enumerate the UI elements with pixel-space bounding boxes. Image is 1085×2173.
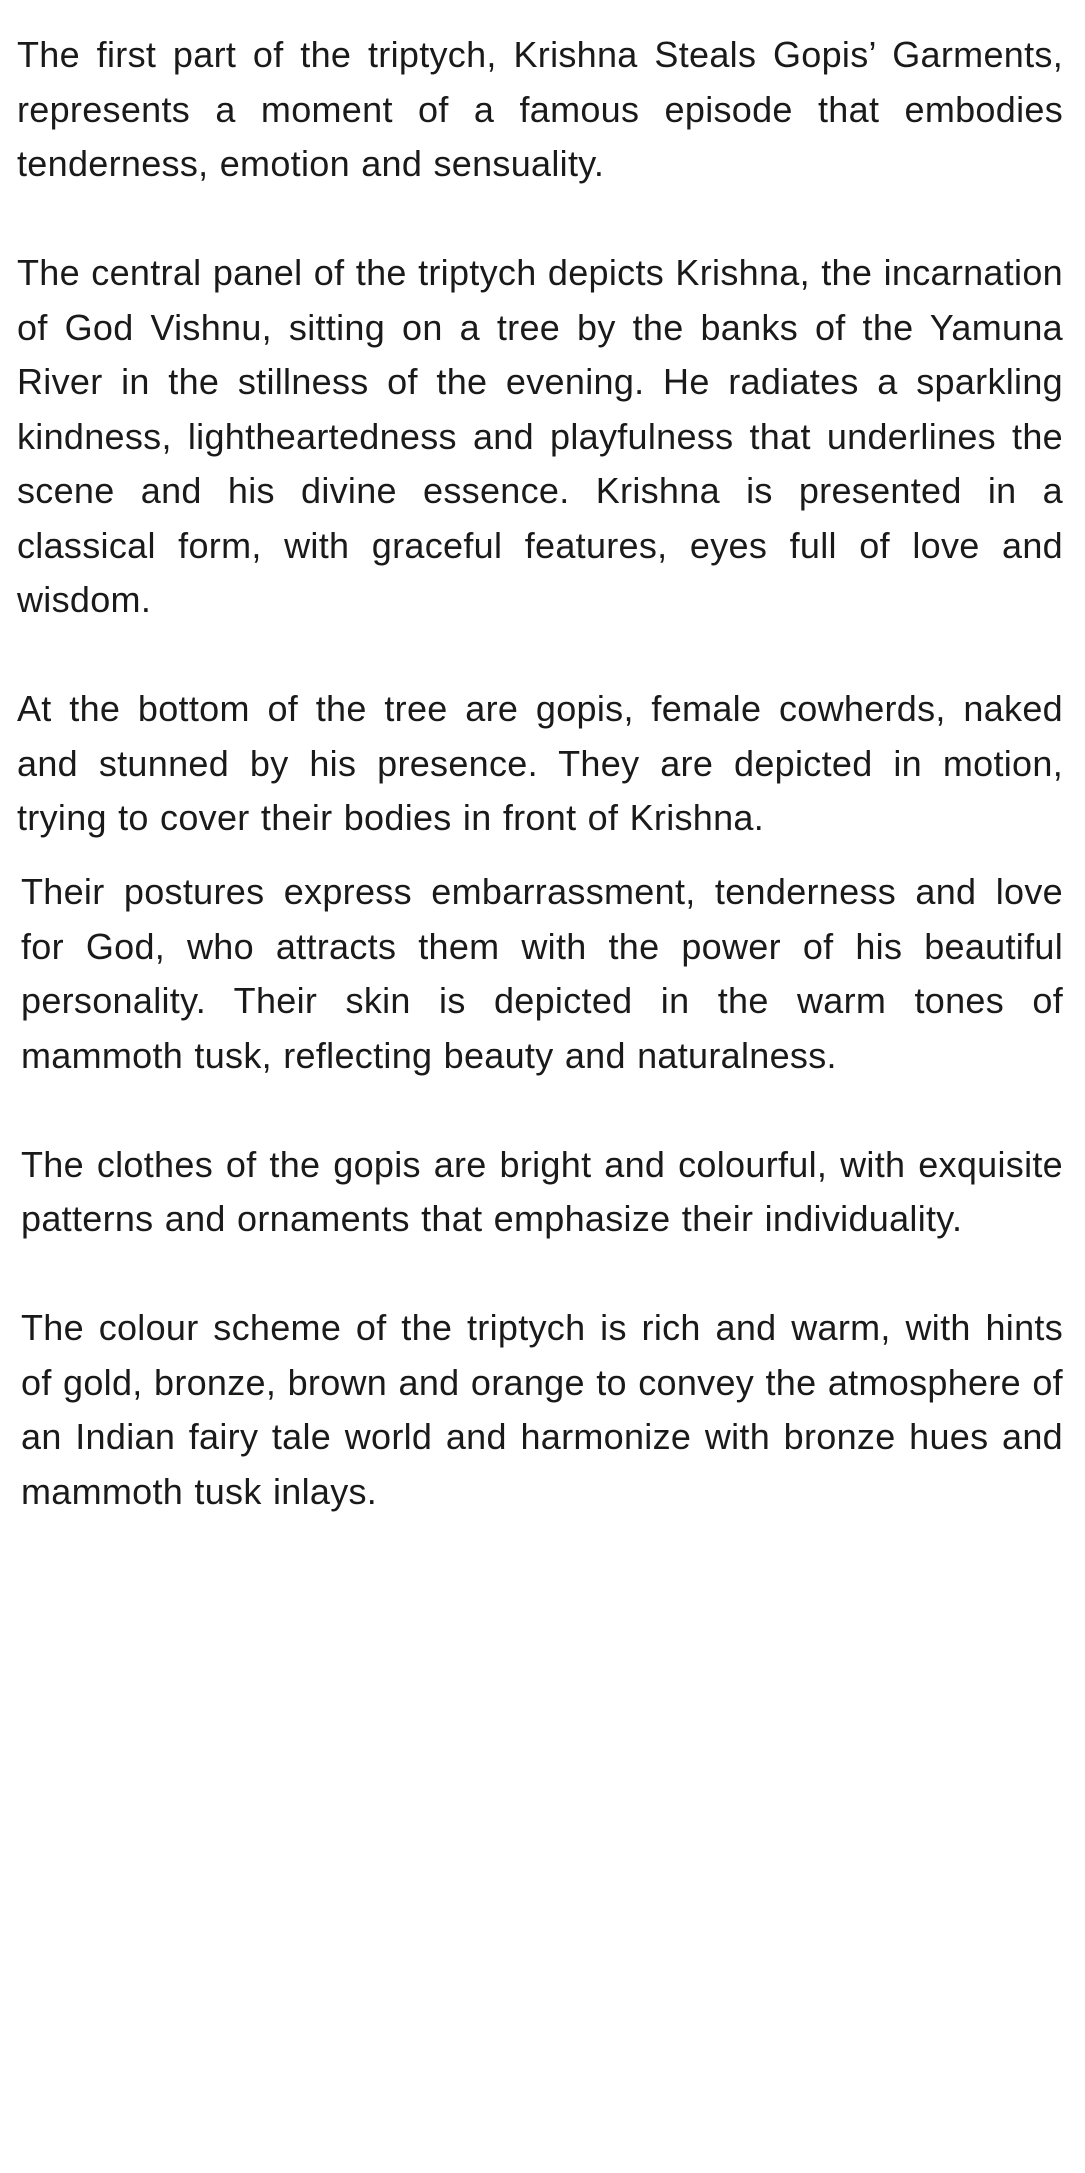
paragraph-intro: The first part of the triptych, Krishna Steals Gopis’ Garments, represents a moment of a famous episode that embodies tenderness, emotion and sensuality. — [17, 34, 1063, 184]
paragraph-postures: Their postures express embarrassment, tenderness and love for God, who attracts them with the power of his beautiful personality. Their skin is depicted in the warm tones of mammoth tusk, reflecting beauty and naturalness. — [21, 871, 1063, 1076]
paragraph-clothes: The clothes of the gopis are bright and colourful, with exquisite patterns and ornaments that emphasize their individuality. — [21, 1143, 1063, 1239]
article-text-block-top — [17, 28, 1063, 846]
paragraph-colour-scheme: The colour scheme of the triptych is rich and warm, with hints of gold, bronze, brown and orange to convey the atmosphere of an Indian fairy tale world and harmonize with bronze hues and mammoth tusk inlays. — [21, 1307, 1063, 1512]
article-text-block-bottom — [21, 865, 1063, 1519]
paragraph-gopis: At the bottom of the tree are gopis, female cowherds, naked and stunned by his presence. They are depicted in motion, trying to cover their bodies in front of Krishna. — [17, 688, 1063, 838]
paragraph-central-panel: The central panel of the triptych depicts Krishna, the incarnation of God Vishnu, sitting on a tree by the banks of the Yamuna River in the stillness of the evening. He radiates a sparkling kindness, lightheartedness and playfulness that underlines the scene and his divine essence. Krishna is presented in a classical form, with graceful features, eyes full of love and wisdom. — [17, 252, 1063, 620]
